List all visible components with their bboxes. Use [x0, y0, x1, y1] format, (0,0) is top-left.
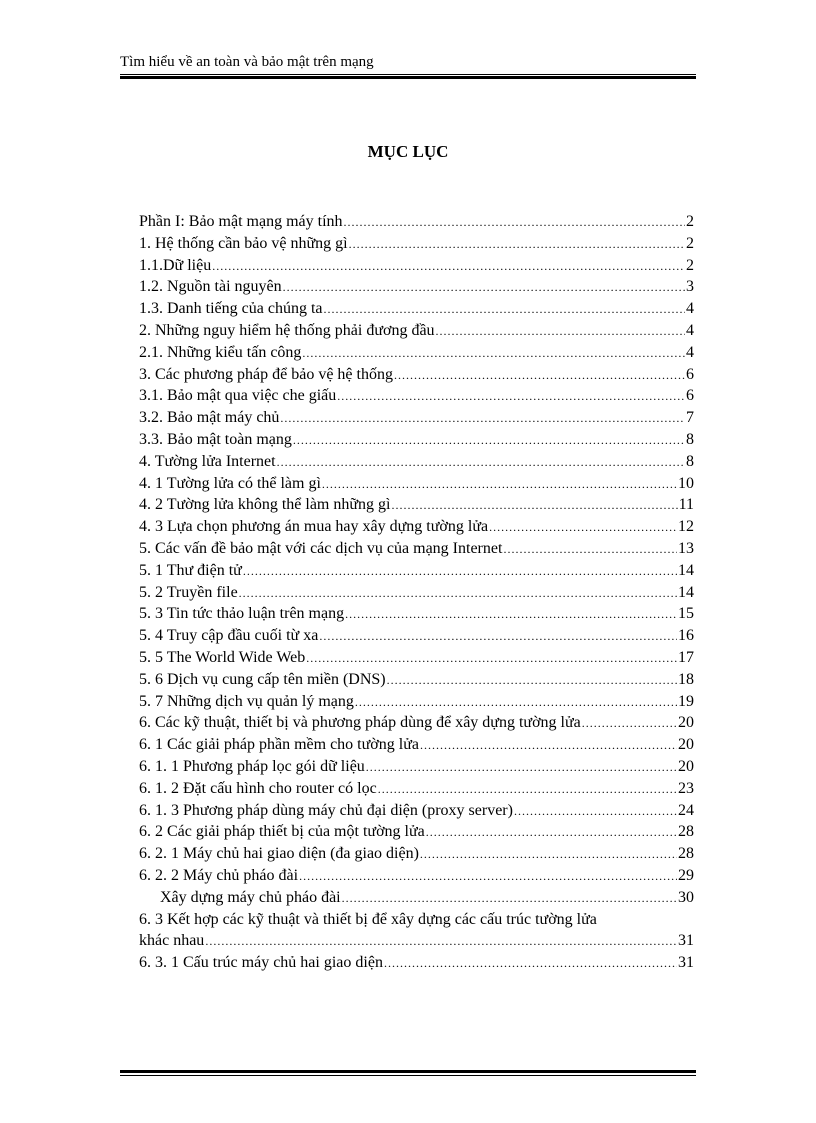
toc-entry-title: 5. 4 Truy cập đầu cuối từ xa: [139, 627, 319, 645]
toc-entry: [139, 213, 694, 235]
toc-dot-leader: [306, 651, 677, 666]
toc-entry-page: 20: [678, 757, 694, 775]
toc-entry: [139, 802, 694, 824]
toc-entry-title: Xây dựng máy chủ pháo đài: [160, 888, 341, 906]
toc-entry-page: 8: [686, 430, 694, 448]
toc-dot-leader: [514, 804, 677, 819]
toc-entry: [139, 540, 694, 562]
toc-dot-leader: [349, 237, 685, 252]
toc-entry-page: 6: [686, 365, 694, 383]
toc-entry-page: 29: [678, 866, 694, 884]
toc-entry: [139, 300, 694, 322]
toc-entry-page: 2: [686, 213, 694, 230]
toc-entry-page: 28: [678, 845, 694, 863]
toc-entry: [139, 932, 694, 954]
toc-entry-page: 20: [678, 736, 694, 754]
toc-entry-page: 24: [678, 801, 694, 819]
running-header: Tìm hiểu về an toàn và bảo mật trên mạng: [120, 54, 374, 70]
toc-dot-leader: [378, 782, 677, 797]
toc-entry-title: 6. 3. 1 Cấu trúc máy chủ hai giao diện: [139, 954, 383, 972]
toc-entry: [139, 693, 694, 715]
header-rule-thick: [120, 76, 696, 79]
toc-entry: [139, 627, 694, 649]
toc-dot-leader: [205, 934, 677, 949]
toc-dot-leader: [387, 673, 677, 688]
toc-entry: [139, 736, 694, 758]
toc-dot-leader: [319, 629, 677, 644]
toc-entry-title: 4. 2 Tường lửa không thể làm những gì: [139, 496, 391, 514]
toc-entry-page: 18: [678, 670, 694, 688]
toc-entry-title: 3.3. Bảo mật toàn mạng: [139, 430, 292, 448]
toc-entry-title: 2. Những nguy hiểm hệ thống phải đương đầu: [139, 321, 435, 339]
toc-entry-title: khác nhau: [139, 932, 205, 950]
toc-entry-title: 6. 2. 1 Máy chủ hai giao diện (đa giao diện): [139, 845, 419, 863]
toc-dot-leader: [355, 695, 677, 710]
toc-entry-title: 6. 3 Kết hợp các kỹ thuật và thiết bị để xây dựng các cấu trúc tường lửa: [139, 910, 597, 928]
toc-dot-leader: [489, 520, 677, 535]
footer-rule-thick: [120, 1070, 696, 1073]
toc-entry-page: 4: [686, 343, 694, 361]
toc-entry-page: 3: [686, 278, 694, 296]
toc-entry: [139, 496, 694, 518]
toc-dot-leader: [239, 586, 677, 601]
toc-entry-title: 1. Hệ thống cần bảo vệ những gì: [139, 234, 348, 252]
toc-entry-title: 5. Các vấn đề bảo mật với các dịch vụ của mạng Internet: [139, 539, 503, 557]
toc-entry-title: 1.2. Nguồn tài nguyên: [139, 278, 282, 296]
toc-entry-title: 5. 2 Truyền file: [139, 583, 238, 601]
toc-dot-leader: [426, 825, 677, 840]
toc-entry: [139, 475, 694, 497]
toc-entry: [139, 823, 694, 845]
toc-entry-title: 3. Các phương pháp để bảo vệ hệ thống: [139, 365, 393, 383]
toc-entry-page: 4: [686, 300, 694, 318]
toc-entry-title: 5. 1 Thư điện tử: [139, 561, 242, 579]
toc-entry: [139, 344, 694, 366]
toc-dot-leader: [394, 368, 685, 383]
toc-entry-page: 31: [678, 954, 694, 972]
toc-entry-page: 23: [678, 779, 694, 797]
header-rule-thin: [120, 74, 696, 75]
toc-entry-title: 4. 3 Lựa chọn phương án mua hay xây dựng tường lửa: [139, 518, 489, 536]
toc-entry: [139, 235, 694, 257]
toc-entry-title: 6. 1. 2 Đặt cấu hình cho router có lọc: [139, 779, 377, 797]
toc-entry-title: 1.1.Dữ liệu: [139, 256, 212, 274]
toc-entry-title: 5. 6 Dịch vụ cung cấp tên miền (DNS): [139, 670, 386, 688]
toc-entry-title: 6. Các kỹ thuật, thiết bị và phương pháp dùng để xây dựng tường lửa: [139, 714, 581, 732]
toc-entry-page: 7: [686, 409, 694, 427]
toc-entry: [139, 714, 694, 736]
toc-entry: [139, 584, 694, 606]
toc-dot-leader: [366, 760, 677, 775]
toc-entry-page: 30: [678, 888, 694, 906]
toc-entry-title: 4. 1 Tường lửa có thể làm gì: [139, 474, 321, 492]
toc-dot-leader: [277, 455, 685, 470]
toc-entry-page: 2: [686, 256, 694, 274]
toc-entry-title: 5. 5 The World Wide Web: [139, 648, 306, 666]
toc-entry-title: 3.2. Bảo mật máy chủ: [139, 409, 280, 427]
toc-entry-title: 6. 1 Các giải pháp phần mềm cho tường lửa: [139, 736, 419, 754]
toc-entry: [139, 649, 694, 671]
toc-entry: [139, 387, 694, 409]
toc-entry: [139, 431, 694, 453]
toc-dot-leader: [212, 259, 685, 274]
toc-entry-page: 2: [686, 234, 694, 252]
toc-dot-leader: [342, 891, 677, 906]
table-of-contents: [139, 213, 694, 976]
toc-dot-leader: [299, 869, 677, 884]
toc-entry: [139, 954, 694, 976]
toc-entry-title: 3.1. Bảo mật qua việc che giấu: [139, 387, 337, 405]
toc-entry: [139, 409, 694, 431]
toc-dot-leader: [283, 280, 685, 295]
toc-entry-page: 19: [678, 692, 694, 710]
toc-entry: [139, 257, 694, 279]
footer-rule-thin: [120, 1075, 696, 1076]
toc-entry-page: 20: [678, 714, 694, 732]
toc-entry: [139, 780, 694, 802]
toc-dot-leader: [420, 847, 677, 862]
toc-entry-page: 31: [678, 932, 694, 950]
toc-dot-leader: [436, 324, 685, 339]
toc-entry-page: 6: [686, 387, 694, 405]
toc-entry-title: 6. 1. 3 Phương pháp dùng máy chủ đại diện (proxy server): [139, 801, 513, 819]
toc-entry: [139, 518, 694, 540]
toc-entry-page: 14: [678, 561, 694, 579]
toc-entry-page: 8: [686, 452, 694, 470]
toc-dot-leader: [392, 498, 678, 513]
toc-entry: [139, 278, 694, 300]
toc-entry-page: 14: [678, 583, 694, 601]
toc-dot-leader: [293, 433, 685, 448]
toc-dot-leader: [420, 738, 677, 753]
toc-dot-leader: [243, 564, 677, 579]
toc-entry-page: 17: [678, 648, 694, 666]
toc-dot-leader: [324, 302, 686, 317]
toc-entry-title: 6. 2. 2 Máy chủ pháo đài: [139, 866, 299, 884]
toc-entry-title: 6. 2 Các giải pháp thiết bị của một tường lửa: [139, 823, 425, 841]
toc-dot-leader: [344, 215, 685, 230]
toc-entry-title: Phần I: Bảo mật mạng máy tính: [139, 213, 343, 230]
toc-entry: [139, 671, 694, 693]
toc-entry-title: 4. Tường lửa Internet: [139, 452, 276, 470]
toc-dot-leader: [582, 716, 677, 731]
toc-dot-leader: [384, 956, 677, 971]
toc-entry-page: 15: [678, 605, 694, 623]
toc-entry-page: 10: [678, 474, 694, 492]
toc-entry-page: 11: [678, 496, 694, 514]
toc-entry-title: 2.1. Những kiểu tấn công: [139, 343, 302, 361]
toc-dot-leader: [337, 389, 685, 404]
toc-entry: [139, 366, 694, 388]
toc-entry-page: 13: [678, 539, 694, 557]
toc-entry-title: 5. 3 Tin tức thảo luận trên mạng: [139, 605, 345, 623]
toc-entry-title: 6. 1. 1 Phương pháp lọc gói dữ liệu: [139, 757, 365, 775]
toc-entry: [139, 322, 694, 344]
toc-entry-page: 4: [686, 321, 694, 339]
toc-dot-leader: [302, 346, 685, 361]
toc-entry: [139, 889, 694, 911]
toc-entry: [139, 758, 694, 780]
toc-entry: [139, 453, 694, 475]
toc-dot-leader: [503, 542, 677, 557]
toc-entry: [139, 562, 694, 584]
toc-entry-page: 28: [678, 823, 694, 841]
toc-dot-leader: [345, 607, 677, 622]
toc-entry: [139, 911, 694, 933]
toc-entry-page: 12: [678, 518, 694, 536]
toc-entry-title: 5. 7 Những dịch vụ quản lý mạng: [139, 692, 354, 710]
toc-entry-page: 16: [678, 627, 694, 645]
toc-entry: [139, 845, 694, 867]
page-title: MỤC LỤC: [367, 142, 449, 161]
toc-entry-title: 1.3. Danh tiếng của chúng ta: [139, 300, 323, 318]
toc-dot-leader: [322, 477, 677, 492]
toc-dot-leader: [280, 411, 685, 426]
toc-entry: [139, 605, 694, 627]
toc-entry: [139, 867, 694, 889]
